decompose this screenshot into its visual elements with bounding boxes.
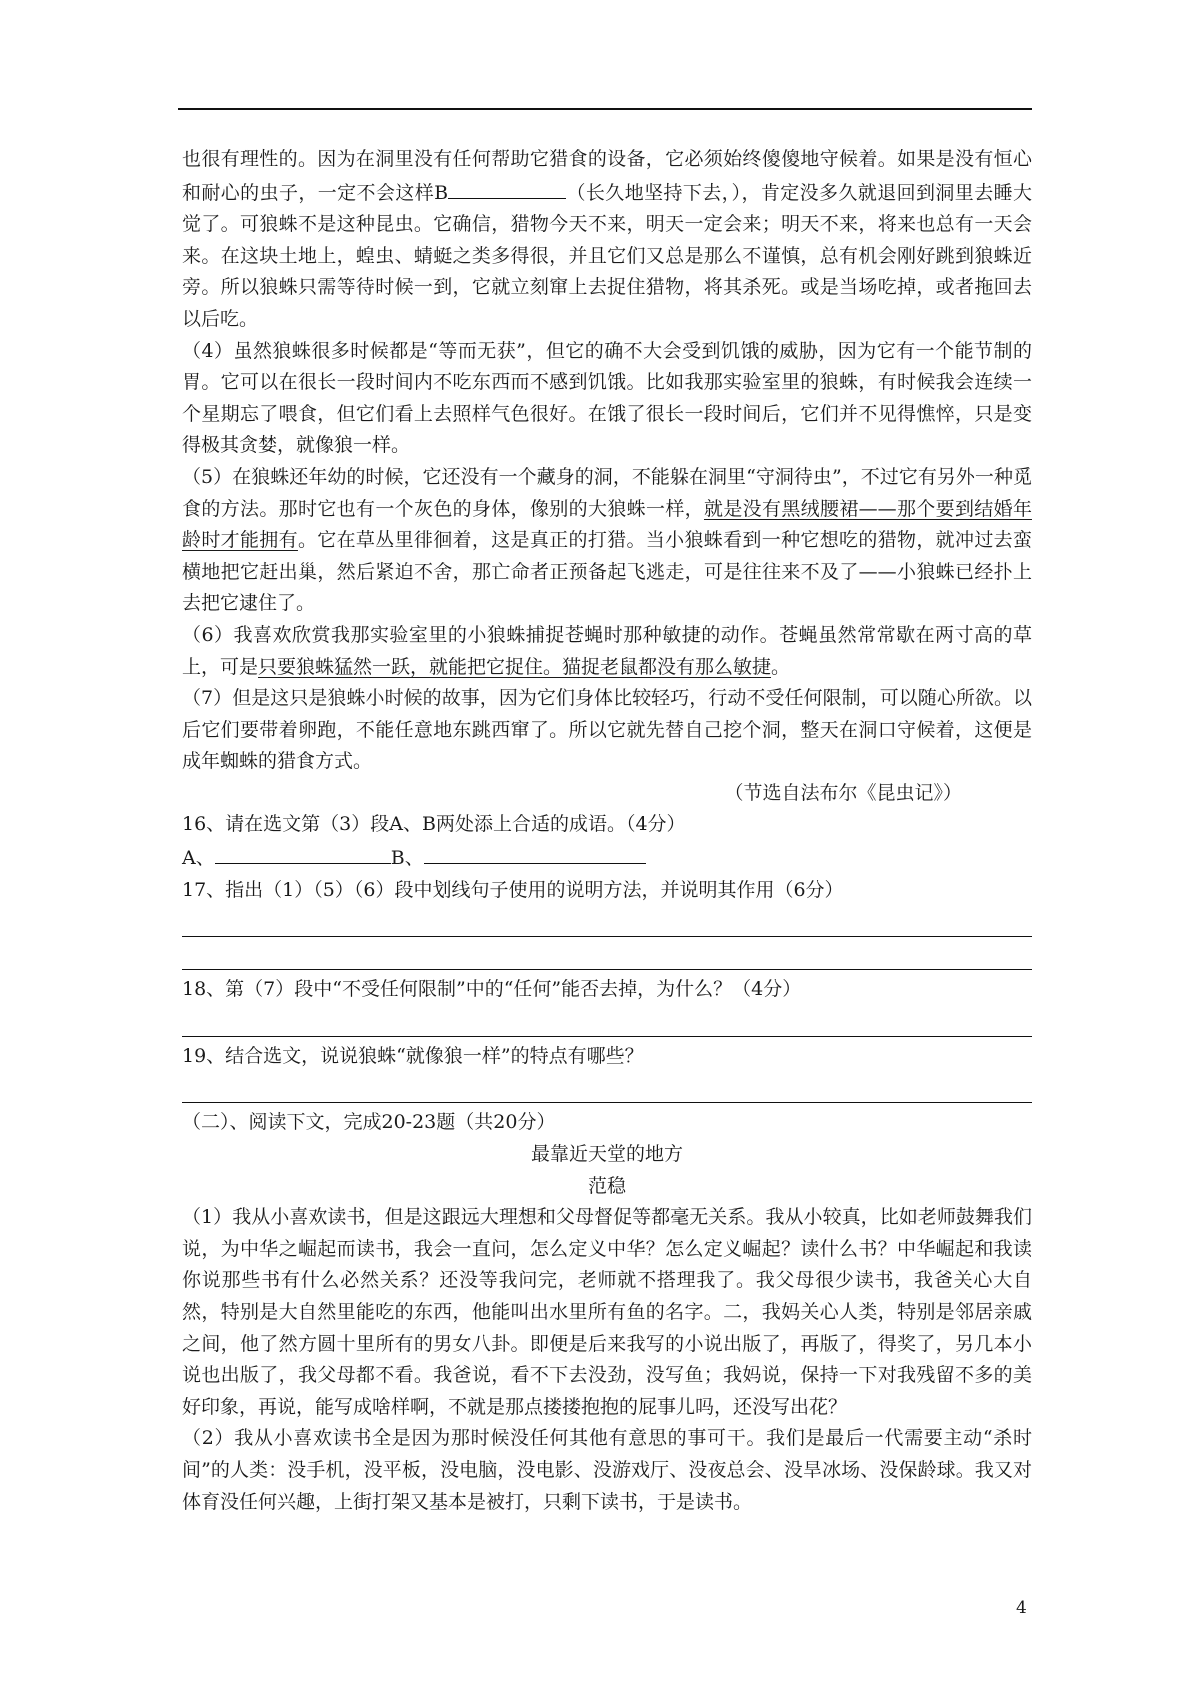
answer-blank-a[interactable] [215,841,391,864]
answer-blank-b[interactable] [424,841,646,864]
page-content [182,144,1032,1518]
blank-b[interactable] [448,176,566,199]
passage1-paragraph-3-continued: 也很有理性的。因为在洞里没有任何帮助它猎食的设备，它必须始终傻傻地守候着。如果是没有恒心和耐心的虫子，一定不会这样B （长久地坚持下去，），肯定没多久就退回到洞里去睡大觉了。可狼蛛不是这种昆虫。它确信，猎物今天不来，明天一定会来；明天不来，将来也总有一天会来。在这块土地上，蝗虫、蜻蜓之类多得很，并且它们又总是那么不谨慎，总有机会刚好跳到狼蛛近旁。所以狼蛛只需等待时候一到，它就立刻窜上去捉住猎物，将其杀死。或是当场吃掉，或者拖回去以后吃。 [182,148,1032,330]
passage1-paragraph-6: （6）我喜欢欣赏我那实验室里的小狼蛛捕捉苍蝇时那种敏捷的动作。苍蝇虽然常常歇在两寸高的草上，可是只要狼蛛猛然一跃，就能把它捉住。猫捉老鼠都没有那么敏捷。 [182,623,1032,678]
passage2-paragraph-1: （1）我从小喜欢读书，但是这跟远大理想和父母督促等都毫无关系。我从小较真，比如老师鼓舞我们说，为中华之崛起而读书，我会一直问，怎么定义中华？怎么定义崛起？读什么书？中华崛起和我读你说那些书有什么必然关系？还没等我问完，老师就不搭理我了。我父母很少读书，我爸关心大自然，特别是大自然里能吃的东西，他能叫出水里所有鱼的名字。二，我妈关心人类，特别是邻居亲戚之间，他了然方圆十里所有的男女八卦。即便是后来我写的小说出版了，再版了，得奖了，另几本小说也出版了，我父母都不看。我爸说，看不下去没劲，没写鱼；我妈说，保持一下对我残留不多的美好印象，再说，能写成啥样啊，不就是那点搂搂抱抱的屁事儿吗，还没写出花？ [182,1206,1032,1418]
question-16: 16、请在选文第（3）段A、B两处添上合适的成语。（4分） [182,813,686,836]
answer-line-17-1[interactable] [182,906,1032,937]
passage2-title: 最靠近天堂的地方 [530,1143,683,1166]
question-19: 19、结合选文，说说狼蛛“就像狼一样”的特点有哪些？ [182,1044,644,1067]
question-18: 18、第（7）段中“不受任何限制”中的“任何”能否去掉，为什么？（4分） [182,978,802,1001]
answer-line-17-2[interactable] [182,939,1032,970]
passage1-paragraph-5: （5）在狼蛛还年幼的时候，它还没有一个藏身的洞，不能躲在洞里“守洞待虫”，不过它有另外一种觅食的方法。那时它也有一个灰色的身体，像别的大狼蛛一样，就是没有黑绒腰裙——那个要到结婚年龄时才能拥有。它在草丛里徘徊着，这是真正的打猎。当小狼蛛看到一种它想吃的猎物，就冲过去蛮横地把它赶出巢，然后紧迫不舍，那亡命者正预备起飞逃走，可是往往来不及了——小狼蛛已经扑上去把它逮住了。 [182,465,1032,615]
underlined-sentence-p6: 只要狼蛛猛然一跃，就能把它捉住。猫捉老鼠都没有那么敏捷 [258,655,772,678]
passage2-section-heading: （二）、阅读下文，完成20-23题（共20分） [182,1111,556,1134]
question-16-answers: A、 B、 [182,841,1032,875]
page-number: 4 [1016,1598,1027,1618]
underlined-sentence-p5: 就是没有黑绒腰裙——那个要到结婚年龄时才能拥有 [182,497,1032,552]
answer-line-18[interactable] [182,1006,1032,1037]
passage2-paragraph-2: （2）我从小喜欢读书全是因为那时候没任何其他有意思的事可干。我们是最后一代需要主动“杀时间”的人类：没手机，没平板，没电脑，没电影、没游戏厅、没夜总会、没旱冰场、没保龄球。我又对体育没任何兴趣，上街打架又基本是被打，只剩下读书，于是读书。 [182,1427,1032,1513]
header-rule [178,108,1032,110]
answer-line-19[interactable] [182,1072,1032,1103]
passage1-paragraph-7: （7）但是这只是狼蛛小时候的故事，因为它们身体比较轻巧，行动不受任何限制，可以随心所欲。以后它们要带着卵跑，不能任意地东跳西窜了。所以它就先替自己挖个洞，整天在洞口守候着，这便是成年蜘蛛的猎食方式。 [182,687,1032,773]
question-17: 17、指出（1）（5）（6）段中划线句子使用的说明方法，并说明其作用（6分） [182,878,844,901]
passage1-source: （节选自法布尔《昆虫记》） [724,781,962,804]
passage1-paragraph-4: （4）虽然狼蛛很多时候都是“等而无获”，但它的确不大会受到饥饿的威胁，因为它有一个能节制的胃。它可以在很长一段时间内不吃东西而不感到饥饿。比如我那实验室里的狼蛛，有时候我会连续一个星期忘了喂食，但它们看上去照样气色很好。在饿了很长一段时间后，它们并不见得憔悴，只是变得极其贪婪，就像狼一样。 [182,339,1032,457]
passage2-author: 范稳 [587,1174,626,1197]
